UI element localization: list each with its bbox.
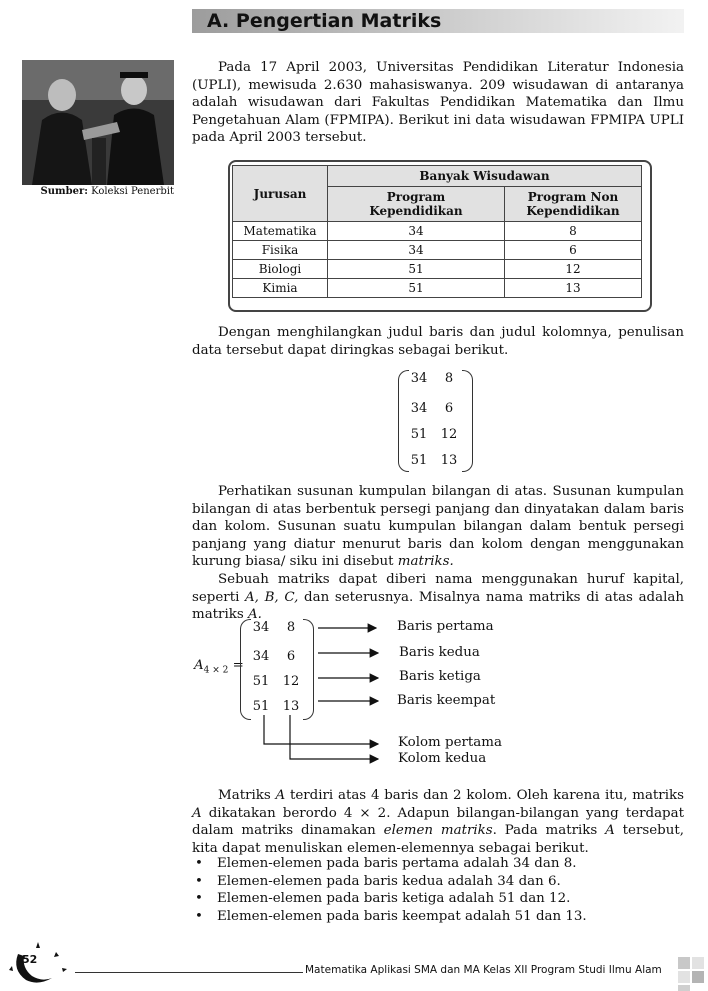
- section-title: A. Pengertian Matriks: [207, 10, 442, 32]
- list-item: • Elemen-elemen pada baris kedua adalah 34 dan 6.: [192, 873, 587, 891]
- corner-block: [678, 985, 690, 991]
- page-number: 52: [22, 953, 38, 966]
- row-label: Baris keempat: [397, 693, 496, 708]
- matrix-values: 34 8 34 6 51 12 51 13: [410, 371, 458, 468]
- table-row: Biologi 51 12: [233, 260, 642, 279]
- column-label: Kolom kedua: [398, 751, 487, 766]
- list-item: • Elemen-elemen pada baris pertama adalah 34 dan 8.: [192, 855, 587, 873]
- elements-list: [192, 855, 587, 925]
- table-row: Fisika 34 6: [233, 241, 642, 260]
- matrix-name-label: $A_{4 \times 2}$ =: [194, 658, 244, 676]
- footer-text: Matematika Aplikasi SMA dan MA Kelas XII Program Studi Ilmu Alam: [305, 964, 662, 976]
- page-ornament-icon: [8, 940, 70, 988]
- corner-block: [678, 971, 690, 983]
- photo-caption: Sumber: Koleksi Penerbit: [40, 186, 174, 197]
- row-label: Baris kedua: [399, 645, 480, 660]
- group-header: Banyak Wisudawan: [328, 166, 642, 187]
- column-label: Kolom pertama: [398, 735, 502, 750]
- diagram-matrix-values: 34 8 34 6 51 12 51 13: [252, 620, 300, 714]
- col-jurusan-header: Jurusan: [233, 166, 328, 222]
- table-row: Kimia 51 13: [233, 279, 642, 298]
- intro-paragraph: Pada 17 April 2003, Universitas Pendidikan Literatur Indonesia (UPLI), mewisuda 2.630 mahasiswanya. 209 wisudawan di antaranya adalah wisudawan dari Fakultas Pendidikan Matematika dan Ilmu Pengetahuan Alam (FPMIPA). Berikut ini data wisudawan FPMIPA UPLI pada April 2003 tersebut.: [192, 60, 684, 146]
- column-arrow: [290, 715, 378, 759]
- row-label: Baris ketiga: [399, 669, 481, 684]
- paragraph-order: Matriks A terdiri atas 4 baris dan 2 kolom. Oleh karena itu, matriks A dikatakan berordo 4 × 2. Adapun bilangan-bilangan yang terdapat dalam matriks dinamakan elemen matriks. Pada matriks A tersebut, kita dapat menuliskan elemen-elemennya sebagai berikut.: [192, 788, 685, 856]
- paragraph-summary: Dengan menghilangkan judul baris dan judul kolomnya, penulisan data tersebut dapat diringkas sebagai berikut.: [192, 325, 684, 358]
- col-nonkependidikan-header: Program Non Kependidikan: [505, 187, 642, 222]
- table-row: Matematika 34 8: [233, 222, 642, 241]
- corner-block: [678, 957, 690, 969]
- list-item: • Elemen-elemen pada baris ketiga adalah 51 dan 12.: [192, 890, 587, 908]
- row-label: Baris pertama: [397, 619, 494, 634]
- corner-block: [692, 971, 704, 983]
- column-arrow: [264, 715, 378, 744]
- paragraph-definition: Perhatikan susunan kumpulan bilangan di atas. Susunan kumpulan bilangan di atas berbentuk persegi panjang dan dinyatakan dalam baris dan kolom. Susunan suatu kumpulan bilangan dalam bentuk persegi panjang yang diatur menurut baris dan kolom dengan menggunakan kurung biasa/ siku ini disebut matriks.: [192, 484, 684, 570]
- footer-rule: [75, 972, 303, 973]
- paragraph-naming: Sebuah matriks dapat diberi nama menggunakan huruf kapital, seperti A, B, C, dan seterusnya. Misalnya nama matriks di atas adalah matriks A.: [192, 572, 685, 623]
- corner-block: [692, 957, 704, 969]
- col-kependidikan-header: Program Kependidikan: [328, 187, 505, 222]
- list-item: • Elemen-elemen pada baris keempat adalah 51 dan 13.: [192, 908, 587, 926]
